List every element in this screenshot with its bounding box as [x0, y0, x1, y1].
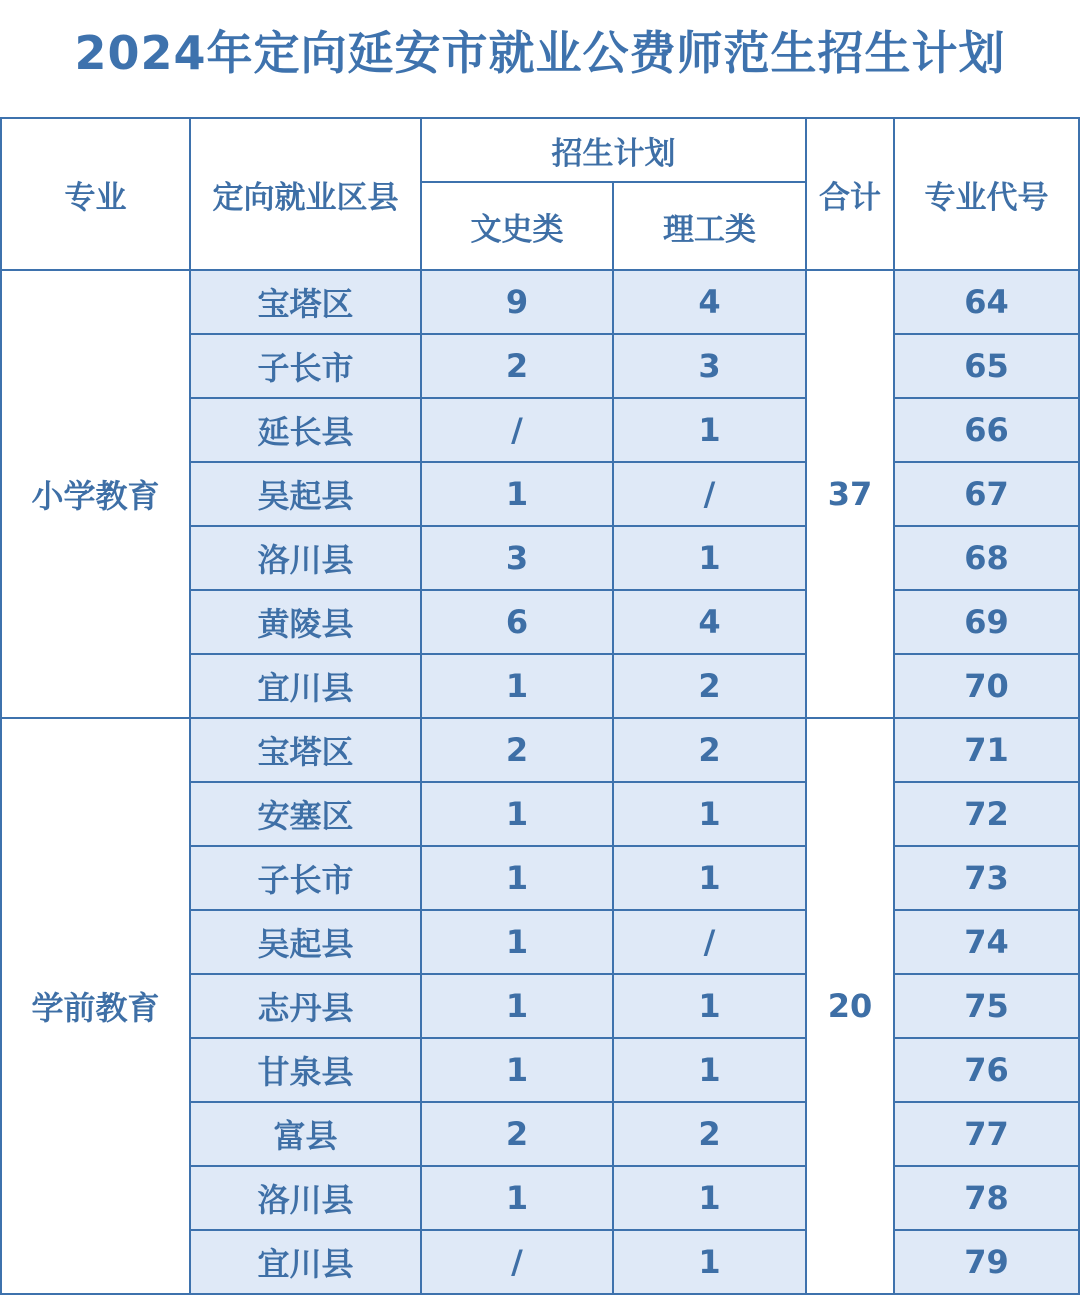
science-count-cell: 2	[613, 1102, 806, 1166]
arts-count-cell: 1	[421, 910, 613, 974]
major-code-cell: 79	[894, 1230, 1079, 1294]
header-science: 理工类	[613, 182, 806, 270]
total-cell: 37	[806, 270, 894, 718]
major-code-cell: 68	[894, 526, 1079, 590]
science-count-cell: 1	[613, 846, 806, 910]
county-cell: 宝塔区	[190, 270, 421, 334]
county-cell: 宝塔区	[190, 718, 421, 782]
arts-count-cell: 1	[421, 782, 613, 846]
county-cell: 志丹县	[190, 974, 421, 1038]
science-count-cell: 2	[613, 718, 806, 782]
major-cell: 学前教育	[1, 718, 190, 1294]
arts-count-cell: 2	[421, 1102, 613, 1166]
table-header	[1, 118, 1079, 270]
science-count-cell: 4	[613, 270, 806, 334]
major-code-cell: 73	[894, 846, 1079, 910]
arts-count-cell: 1	[421, 846, 613, 910]
table-row	[1, 270, 1079, 334]
arts-count-cell: 2	[421, 718, 613, 782]
major-code-cell: 64	[894, 270, 1079, 334]
header-county: 定向就业区县	[190, 118, 421, 270]
total-cell: 20	[806, 718, 894, 1294]
arts-count-cell: /	[421, 1230, 613, 1294]
header-plan: 招生计划	[421, 118, 806, 182]
science-count-cell: 1	[613, 526, 806, 590]
page-title: 2024年定向延安市就业公费师范生招生计划	[74, 26, 1006, 80]
science-count-cell: 2	[613, 654, 806, 718]
arts-count-cell: 1	[421, 1038, 613, 1102]
arts-count-cell: 6	[421, 590, 613, 654]
major-code-cell: 65	[894, 334, 1079, 398]
science-count-cell: 1	[613, 398, 806, 462]
county-cell: 洛川县	[190, 526, 421, 590]
county-cell: 延长县	[190, 398, 421, 462]
county-cell: 甘泉县	[190, 1038, 421, 1102]
county-cell: 宜川县	[190, 654, 421, 718]
science-count-cell: /	[613, 910, 806, 974]
major-code-cell: 77	[894, 1102, 1079, 1166]
county-cell: 安塞区	[190, 782, 421, 846]
enrollment-plan-table	[0, 117, 1080, 1295]
county-cell: 吴起县	[190, 462, 421, 526]
header-total: 合计	[806, 118, 894, 270]
science-count-cell: 1	[613, 782, 806, 846]
table-body	[1, 270, 1079, 1294]
county-cell: 宜川县	[190, 1230, 421, 1294]
county-cell: 子长市	[190, 846, 421, 910]
major-code-cell: 70	[894, 654, 1079, 718]
header-major: 专业	[1, 118, 190, 270]
header-arts: 文史类	[421, 182, 613, 270]
major-code-cell: 78	[894, 1166, 1079, 1230]
major-code-cell: 66	[894, 398, 1079, 462]
arts-count-cell: 1	[421, 974, 613, 1038]
major-code-cell: 69	[894, 590, 1079, 654]
county-cell: 子长市	[190, 334, 421, 398]
county-cell: 富县	[190, 1102, 421, 1166]
arts-count-cell: 1	[421, 1166, 613, 1230]
county-cell: 吴起县	[190, 910, 421, 974]
header-code: 专业代号	[894, 118, 1079, 270]
science-count-cell: 1	[613, 1230, 806, 1294]
science-count-cell: 4	[613, 590, 806, 654]
arts-count-cell: 2	[421, 334, 613, 398]
major-code-cell: 67	[894, 462, 1079, 526]
major-code-cell: 75	[894, 974, 1079, 1038]
major-code-cell: 74	[894, 910, 1079, 974]
science-count-cell: 1	[613, 1166, 806, 1230]
major-cell: 小学教育	[1, 270, 190, 718]
county-cell: 洛川县	[190, 1166, 421, 1230]
science-count-cell: 3	[613, 334, 806, 398]
major-code-cell: 71	[894, 718, 1079, 782]
arts-count-cell: 1	[421, 462, 613, 526]
arts-count-cell: 1	[421, 654, 613, 718]
science-count-cell: /	[613, 462, 806, 526]
major-code-cell: 72	[894, 782, 1079, 846]
arts-count-cell: 3	[421, 526, 613, 590]
arts-count-cell: /	[421, 398, 613, 462]
county-cell: 黄陵县	[190, 590, 421, 654]
table-row	[1, 718, 1079, 782]
major-code-cell: 76	[894, 1038, 1079, 1102]
science-count-cell: 1	[613, 974, 806, 1038]
science-count-cell: 1	[613, 1038, 806, 1102]
arts-count-cell: 9	[421, 270, 613, 334]
